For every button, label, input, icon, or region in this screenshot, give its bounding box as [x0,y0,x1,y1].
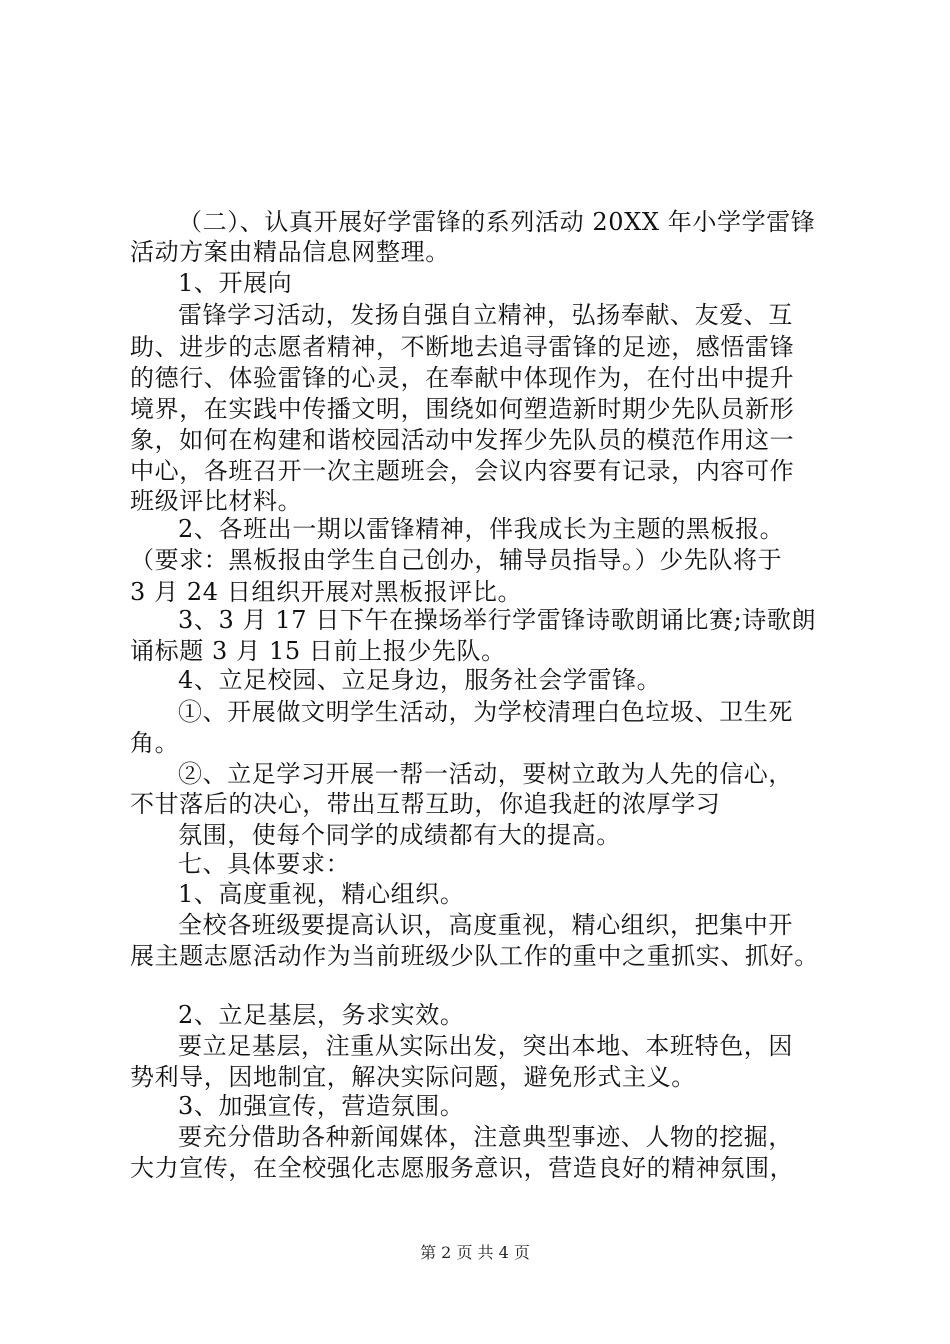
text-line: 1、开展向 [178,269,293,297]
text-line: 活动方案由精品信息网整理。 [130,238,450,266]
text-line: 全校各班级要提高认识，高度重视，精心组织，把集中开 [178,911,793,939]
text-line: 的德行、体验雷锋的心灵，在奉献中体现作为，在付出中提升 [130,364,795,392]
text-line: 2、各班出一期以雷锋精神，伴我成长为主题的黑板报。 [178,515,785,543]
text-line: 势利导，因地制宜，解决实际问题，避免形式主义。 [130,1063,696,1091]
text-line: 境界，在实践中传播文明，围绕如何塑造新时期少先队员新形 [130,395,795,423]
text-line: 3、加强宣传，营造氛围。 [178,1092,465,1120]
text-line: ①、开展做文明学生活动，为学校清理白色垃圾、卫生死 [178,698,793,726]
text-line: 雷锋学习活动，发扬自强自立精神，弘扬奉献、友爱、互 [178,301,793,329]
text-line: 角。 [130,729,180,757]
text-line: 要立足基层，注重从实际出发，突出本地、本班特色，因 [178,1032,793,1060]
text-line: 班级评比材料。 [130,487,303,515]
text-line: 大力宣传，在全校强化志愿服务意识，营造良好的精神氛围， [130,1154,795,1182]
text-line: ②、立足学习开展一帮一活动，要树立敢为人先的信心， [178,760,793,788]
text-line: 1、高度重视，精心组织。 [178,880,465,908]
text-line: 2、立足基层，务求实效。 [178,1001,465,1029]
text-line: 七、具体要求： [178,850,351,878]
text-line: 要充分借助各种新闻媒体，注意典型事迹、人物的挖掘， [178,1123,793,1151]
text-line: 3、3 月 17 日下午在操场举行学雷锋诗歌朗诵比赛;诗歌朗 [178,606,817,634]
text-line: 诵标题 3 月 15 日前上报少先队。 [130,637,506,665]
text-line: 氛围，使每个同学的成绩都有大的提高。 [178,821,621,849]
text-line: （二）、认真开展好学雷锋的系列活动 20XX 年小学学雷锋 [178,208,816,236]
page-footer: 第 2 页 共 4 页 [420,1243,530,1262]
text-line: 展主题志愿活动作为当前班级少队工作的重中之重抓实、抓好。 [130,942,819,970]
text-line: （要求：黑板报由学生自己创办，辅导员指导。）少先队将于 [130,546,783,574]
text-line: 象，如何在构建和谐校园活动中发挥少先队员的模范作用这一 [130,426,795,454]
text-line: 中心，各班召开一次主题班会，会议内容要有记录，内容可作 [130,457,795,485]
text-line: 3 月 24 日组织开展对黑板报评比。 [130,578,523,606]
text-line: 4、立足校园、立足身边，服务社会学雷锋。 [178,666,662,694]
text-line: 助、进步的志愿者精神，不断地去追寻雷锋的足迹，感悟雷锋 [130,333,795,361]
text-line: 不甘落后的决心，带出互帮互助，你追我赶的浓厚学习 [130,790,721,818]
